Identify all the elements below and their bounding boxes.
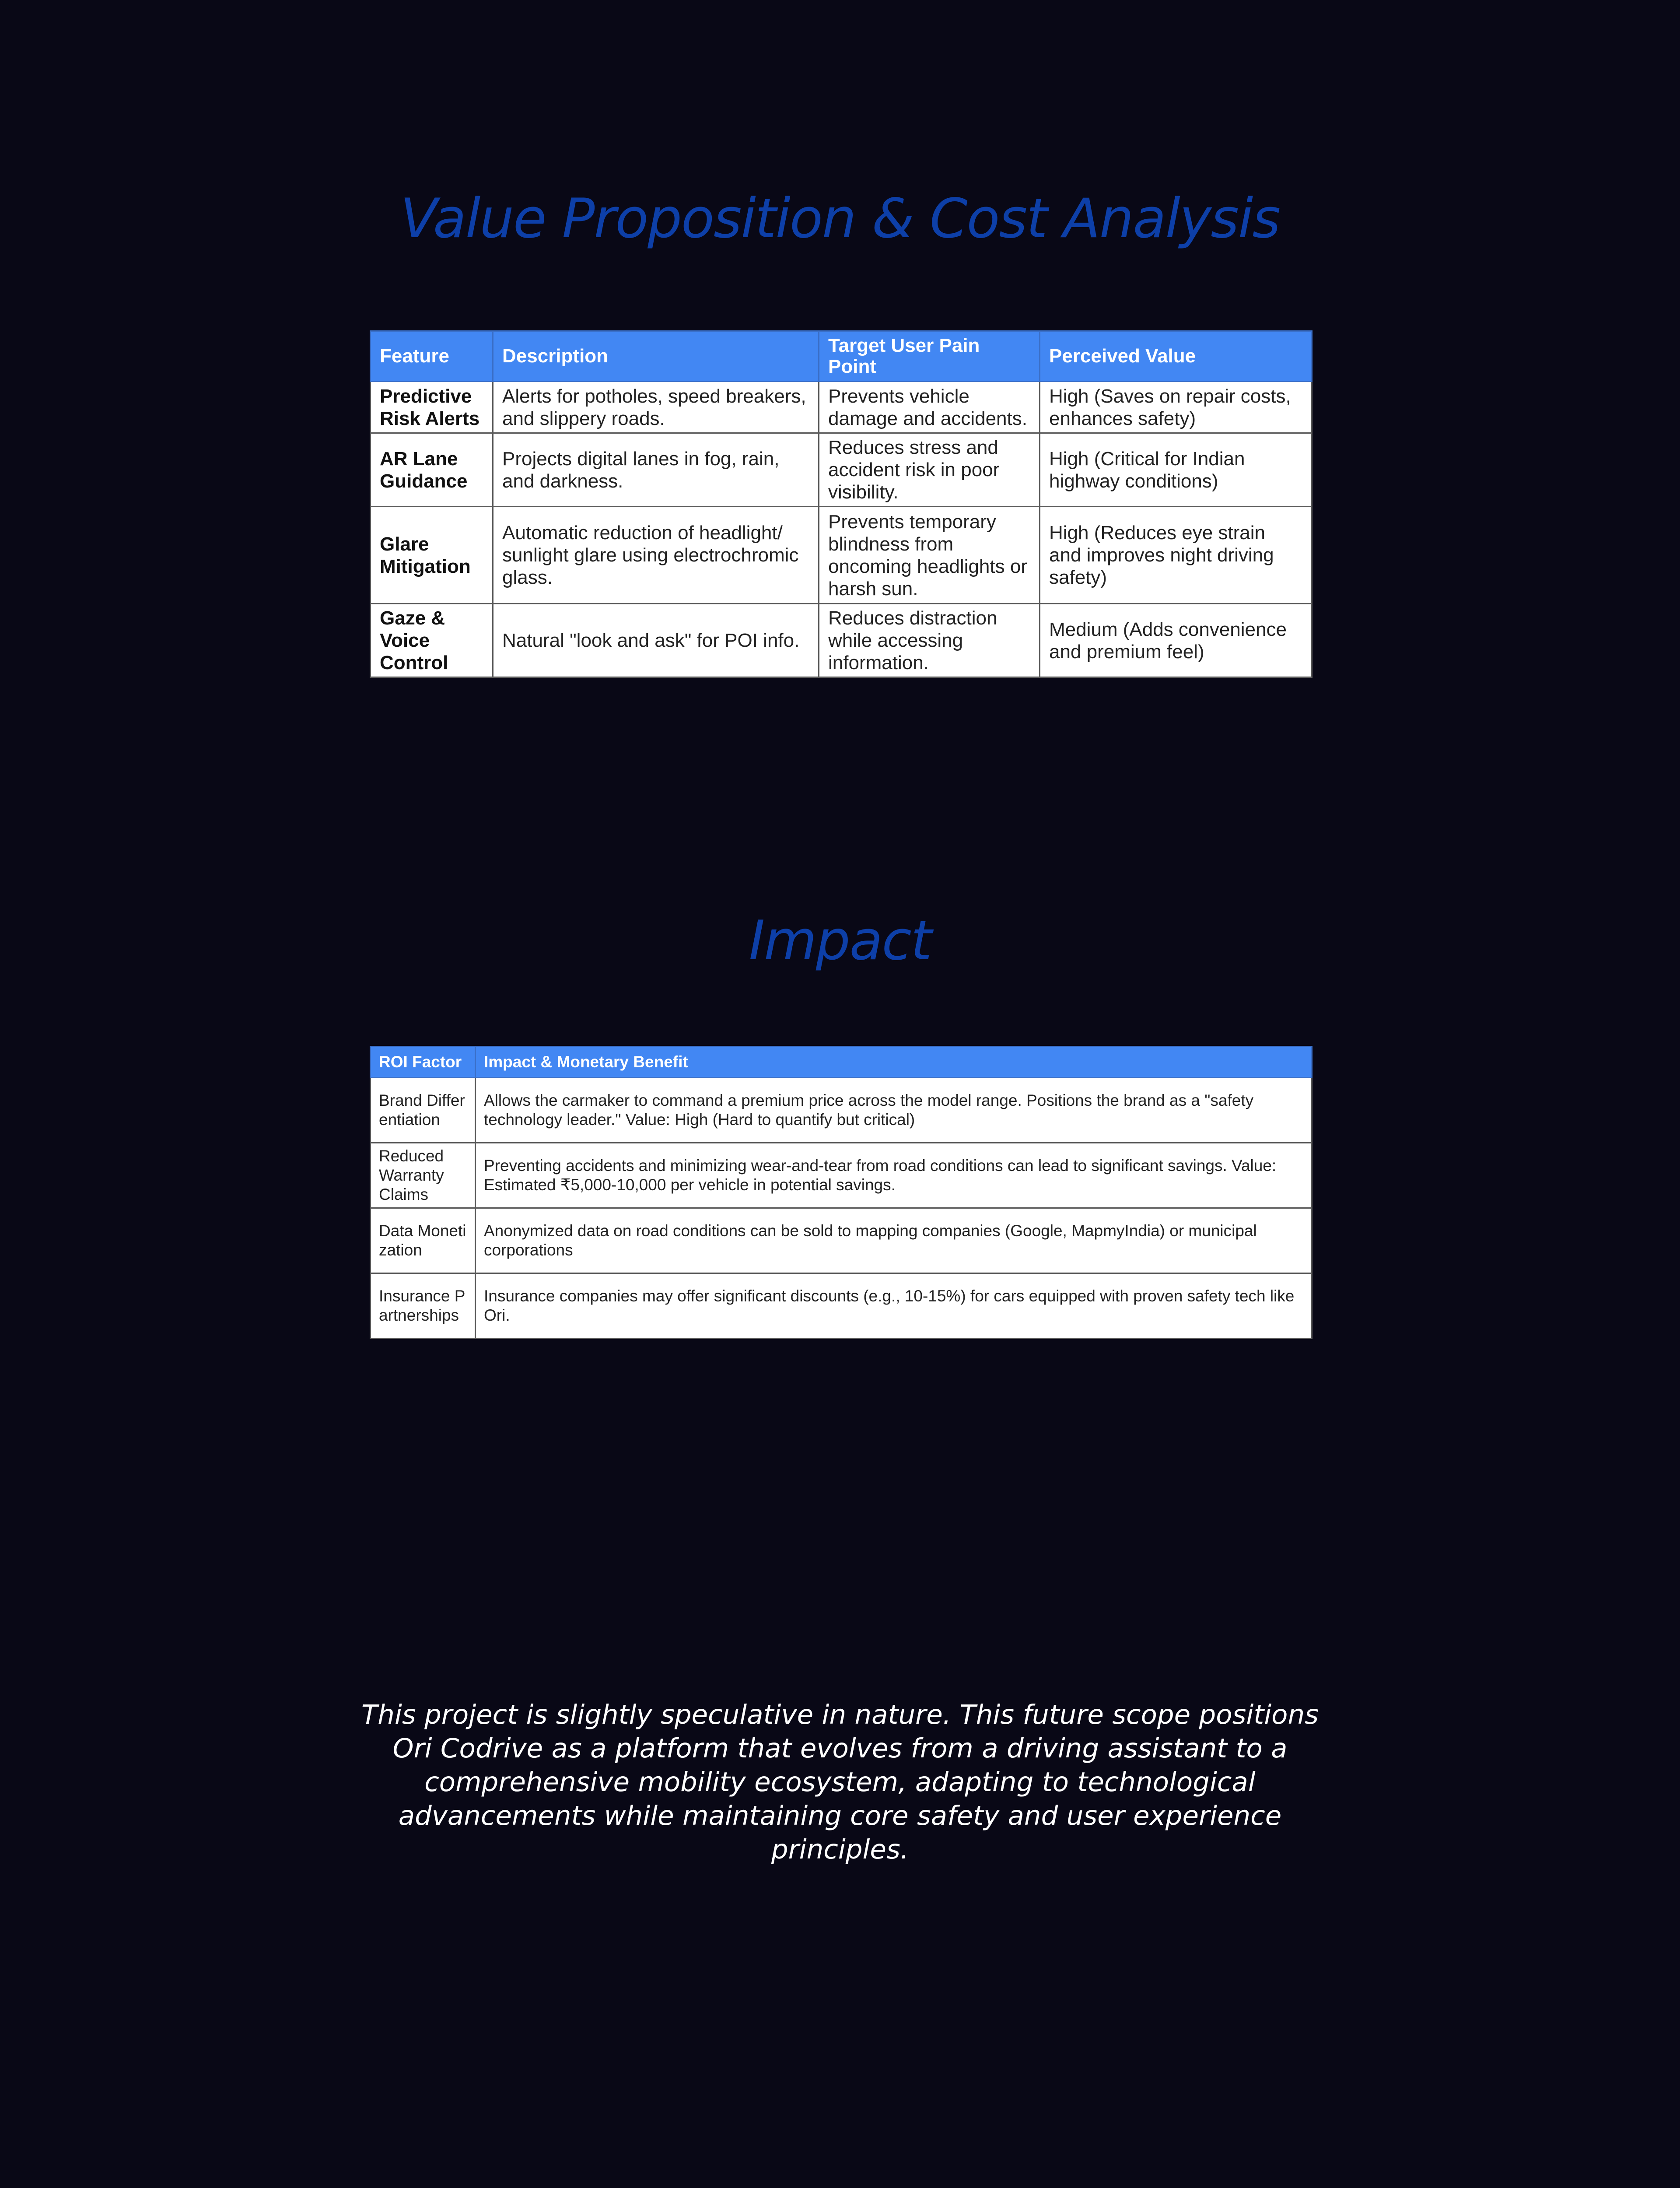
roi-factor-cell: Brand Differentiation <box>371 1078 476 1143</box>
perceived-value-cell: Medium (Adds convenience and premium feel) <box>1040 604 1312 677</box>
table-row <box>371 433 1312 507</box>
table-row <box>371 1273 1312 1339</box>
feature-cell: AR Lane Guidance <box>371 433 493 507</box>
pain-point-cell: Prevents vehicle damage and accidents. <box>819 382 1040 433</box>
description-cell: Automatic reduction of headlight/ sunlight glare using electrochromic glass. <box>493 507 819 604</box>
column-header-perceived-value: Perceived Value <box>1040 331 1312 382</box>
description-cell: Projects digital lanes in fog, rain, and darkness. <box>493 433 819 507</box>
roi-factor-cell: Reduced Warranty Claims <box>371 1143 476 1208</box>
pain-point-cell: Reduces stress and accident risk in poor visibility. <box>819 433 1040 507</box>
perceived-value-cell: High (Reduces eye strain and improves night driving safety) <box>1040 507 1312 604</box>
roi-factor-cell: Insurance Partnerships <box>371 1273 476 1339</box>
roi-factor-cell: Data Monetization <box>371 1208 476 1273</box>
pain-point-cell: Reduces distraction while accessing information. <box>819 604 1040 677</box>
column-header-pain-point: Target User Pain Point <box>819 331 1040 382</box>
column-header-description: Description <box>493 331 819 382</box>
table-row <box>371 382 1312 433</box>
impact-benefit-cell: Insurance companies may offer significant discounts (e.g., 10-15%) for cars equipped with proven safety tech like Ori. <box>476 1273 1312 1339</box>
impact-roi-table <box>370 1046 1312 1339</box>
impact-title: Impact <box>749 909 931 972</box>
value-proposition-title: Value Proposition & Cost Analysis <box>400 187 1280 250</box>
table-row <box>371 1208 1312 1273</box>
table-row <box>371 604 1312 677</box>
feature-cell: Predictive Risk Alerts <box>371 382 493 433</box>
feature-cell: Gaze & Voice Control <box>371 604 493 677</box>
impact-benefit-cell: Anonymized data on road conditions can be sold to mapping companies (Google, MapmyIndia) or municipal corporations <box>476 1208 1312 1273</box>
table-header-row <box>371 331 1312 382</box>
table-row <box>371 1078 1312 1143</box>
impact-benefit-cell: Allows the carmaker to command a premium price across the model range. Positions the brand as a "safety technology leader." Value: High (Hard to quantify but critical) <box>476 1078 1312 1143</box>
table-row <box>371 1143 1312 1208</box>
table-row <box>371 507 1312 604</box>
perceived-value-cell: High (Saves on repair costs, enhances safety) <box>1040 382 1312 433</box>
column-header-feature: Feature <box>371 331 493 382</box>
column-header-roi-factor: ROI Factor <box>371 1047 476 1078</box>
table-header-row <box>371 1047 1312 1078</box>
feature-cell: Glare Mitigation <box>371 507 493 604</box>
column-header-impact-benefit: Impact & Monetary Benefit <box>476 1047 1312 1078</box>
speculative-note: This project is slightly speculative in nature. This future scope positions Ori Codrive as a platform that evolves from a driving assistant to a comprehensive mobility ecosystem, adapting to technological advancements while maintaining core safety and user experience principles. <box>361 1699 1319 1865</box>
perceived-value-cell: High (Critical for Indian highway conditions) <box>1040 433 1312 507</box>
description-cell: Alerts for potholes, speed breakers, and slippery roads. <box>493 382 819 433</box>
description-cell: Natural "look and ask" for POI info. <box>493 604 819 677</box>
value-proposition-table <box>370 330 1312 678</box>
impact-benefit-cell: Preventing accidents and minimizing wear-and-tear from road conditions can lead to significant savings. Value: Estimated ₹5,000-10,000 per vehicle in potential savings. <box>476 1143 1312 1208</box>
pain-point-cell: Prevents temporary blindness from oncoming headlights or harsh sun. <box>819 507 1040 604</box>
